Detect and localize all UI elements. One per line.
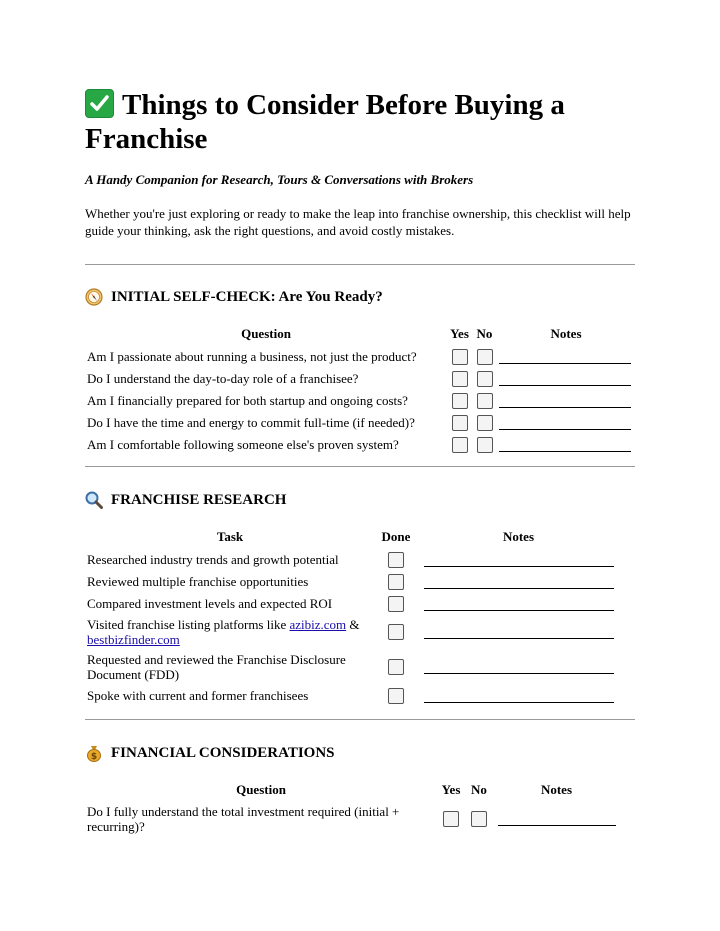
no-checkbox[interactable]: [477, 349, 493, 365]
section-heading-self-check: [85, 288, 383, 306]
notes-field[interactable]: [499, 395, 631, 408]
column-header-done: Done: [381, 529, 411, 544]
research-table: [85, 526, 620, 706]
azibiz-link[interactable]: azibiz.com: [289, 616, 347, 632]
table-row: [85, 367, 635, 389]
table-row: [85, 389, 635, 411]
done-checkbox[interactable]: [388, 552, 404, 568]
yes-checkbox[interactable]: [452, 393, 468, 409]
table-row: [85, 801, 620, 836]
yes-checkbox[interactable]: [452, 437, 468, 453]
task-text: Spoke with current and former franchisees: [87, 687, 309, 703]
financial-table: [85, 779, 620, 836]
notes-field[interactable]: [424, 598, 614, 611]
notes-field[interactable]: [424, 576, 614, 589]
question-text: Do I understand the day-to-day role of a franchisee?: [87, 370, 359, 386]
money-bag-icon: [85, 744, 103, 762]
question-text: Am I comfortable following someone else's proven system?: [87, 436, 399, 452]
intro-paragraph: Whether you're just exploring or ready to make the leap into franchise ownership, this checklist will help guide your thinking, ask the right questions, and avoid costly mistakes.: [85, 206, 631, 238]
table-row: [85, 433, 635, 455]
table-row: [85, 345, 635, 367]
column-header-no: No: [471, 782, 487, 797]
notes-field[interactable]: [424, 554, 614, 567]
done-checkbox[interactable]: [388, 574, 404, 590]
table-row: [85, 411, 635, 433]
no-checkbox[interactable]: [477, 393, 493, 409]
notes-field[interactable]: [499, 351, 631, 364]
notes-field[interactable]: [498, 813, 616, 826]
column-header-yes: Yes: [441, 782, 461, 797]
column-header-question: Question: [236, 782, 286, 797]
task-text: Compared investment levels and expected ROI: [87, 595, 333, 611]
yes-checkbox[interactable]: [452, 371, 468, 387]
magnifying-glass-icon: [85, 491, 103, 509]
notes-field[interactable]: [424, 661, 614, 674]
column-header-notes: Notes: [550, 326, 582, 341]
section-heading-financial: [85, 744, 335, 762]
column-header-yes: Yes: [450, 326, 469, 341]
yes-checkbox[interactable]: [452, 349, 468, 365]
notes-field[interactable]: [424, 626, 614, 639]
done-checkbox[interactable]: [388, 624, 404, 640]
section-heading-text: INITIAL SELF-CHECK: Are You Ready?: [111, 288, 383, 305]
question-text: Do I have the time and energy to commit full-time (if needed)?: [87, 414, 415, 430]
table-row: [85, 592, 620, 614]
svg-text:$: $: [90, 752, 98, 762]
no-checkbox[interactable]: [471, 811, 487, 827]
notes-field[interactable]: [499, 373, 631, 386]
check-mark-icon: [85, 89, 114, 118]
page-title: [85, 88, 635, 156]
done-checkbox[interactable]: [388, 659, 404, 675]
no-checkbox[interactable]: [477, 371, 493, 387]
question-text: Am I financially prepared for both startup and ongoing costs?: [87, 392, 408, 408]
table-row: [85, 570, 620, 592]
yes-checkbox[interactable]: [452, 415, 468, 431]
column-header-notes: Notes: [502, 529, 535, 544]
page-title-text: Things to Consider Before Buying a Franchise: [85, 89, 565, 155]
column-header-question: Question: [241, 326, 291, 341]
table-row: [85, 684, 620, 706]
page-subtitle: A Handy Companion for Research, Tours & Conversations with Brokers: [85, 172, 474, 187]
task-text: Requested and reviewed the Franchise Disclosure Document (FDD): [87, 651, 346, 682]
section-heading-text: FRANCHISE RESEARCH: [111, 491, 287, 508]
section-heading-text: FINANCIAL CONSIDERATIONS: [111, 744, 335, 761]
table-row: [85, 649, 620, 684]
table-row: [85, 614, 620, 649]
done-checkbox[interactable]: [388, 596, 404, 612]
no-checkbox[interactable]: [477, 437, 493, 453]
task-text: Visited franchise listing platforms like azibiz.com & bestbizfinder.com: [87, 616, 360, 647]
column-header-notes: Notes: [540, 782, 573, 797]
task-text: Reviewed multiple franchise opportunities: [87, 573, 309, 589]
compass-icon: [85, 288, 103, 306]
notes-field[interactable]: [499, 417, 631, 430]
notes-field[interactable]: [499, 439, 631, 452]
yes-checkbox[interactable]: [443, 811, 459, 827]
divider: [85, 264, 635, 265]
divider: [85, 719, 635, 720]
task-text: Researched industry trends and growth potential: [87, 551, 339, 567]
column-header-task: Task: [216, 529, 244, 544]
question-text: Do I fully understand the total investment required (initial + recurring)?: [87, 803, 400, 834]
notes-field[interactable]: [424, 690, 614, 703]
question-text: Am I passionate about running a business, not just the product?: [87, 348, 417, 364]
self-check-table: [85, 323, 635, 455]
divider: [85, 466, 635, 467]
column-header-no: No: [476, 326, 493, 341]
bestbizfinder-link[interactable]: bestbizfinder.com: [87, 631, 180, 647]
done-checkbox[interactable]: [388, 688, 404, 704]
section-heading-research: [85, 491, 286, 509]
no-checkbox[interactable]: [477, 415, 493, 431]
table-row: [85, 548, 620, 570]
